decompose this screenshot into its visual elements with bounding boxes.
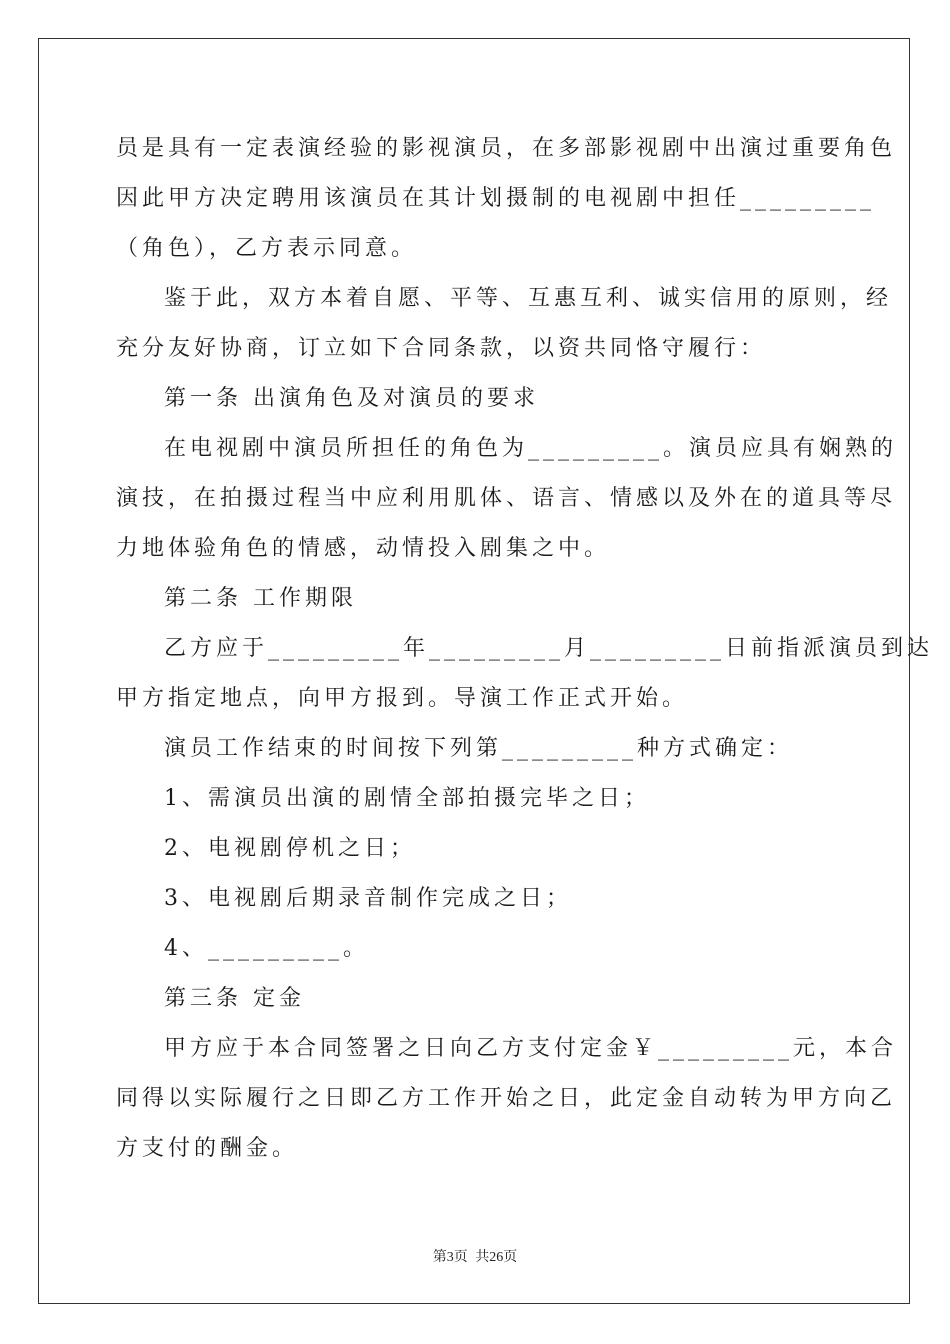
body-line: 因此甲方决定聘用该演员在其计划摄制的电视剧中担任_________ <box>116 186 876 211</box>
body-line: 充分友好协商，订立如下合同条款，以资共同恪守履行： <box>116 336 767 361</box>
paragraph-start: 乙方应于_________年_________月_________日前指派演员到达 <box>164 636 934 661</box>
body-line: 方支付的酬金。 <box>116 1136 299 1161</box>
paragraph-start: 鉴于此，双方本着自愿、平等、互惠互利、诚实信用的原则，经 <box>164 286 893 311</box>
list-item: 3、电视剧后期录音制作完成之日； <box>164 886 572 911</box>
body-line: （角色），乙方表示同意。 <box>116 236 418 261</box>
list-item: 4、_________。 <box>164 936 369 961</box>
body-line: 力地体验角色的情感，动情投入剧集之中。 <box>116 536 611 561</box>
page-footer <box>0 1246 950 1266</box>
list-item: 2、电视剧停机之日； <box>164 836 416 861</box>
article-heading: 第一条 出演角色及对演员的要求 <box>164 386 539 411</box>
total-pages: 共26页 <box>475 1250 518 1265</box>
paragraph-start: 在电视剧中演员所担任的角色为_________。演员应具有娴熟的 <box>164 436 898 461</box>
document-body <box>116 124 934 1174</box>
body-line: 同得以实际履行之日即乙方工作开始之日，此定金自动转为甲方向乙 <box>116 1086 897 1111</box>
body-line: 员是具有一定表演经验的影视演员，在多部影视剧中出演过重要角色 <box>116 136 897 161</box>
body-line: 甲方指定地点，向甲方报到。导演工作正式开始。 <box>116 686 689 711</box>
article-heading: 第二条 工作期限 <box>164 586 357 611</box>
list-item: 1、需演员出演的剧情全部拍摄完毕之日； <box>164 786 650 811</box>
article-heading: 第三条 定金 <box>164 986 305 1011</box>
paragraph-start: 演员工作结束的时间按下列第_________种方式确定： <box>164 736 794 761</box>
current-page-number: 第3页 <box>432 1250 468 1265</box>
paragraph-start: 甲方应于本合同签署之日向乙方支付定金￥_________元，本合 <box>164 1036 898 1061</box>
body-line: 演技，在拍摄过程当中应利用肌体、语言、情感以及外在的道具等尽 <box>116 486 897 511</box>
